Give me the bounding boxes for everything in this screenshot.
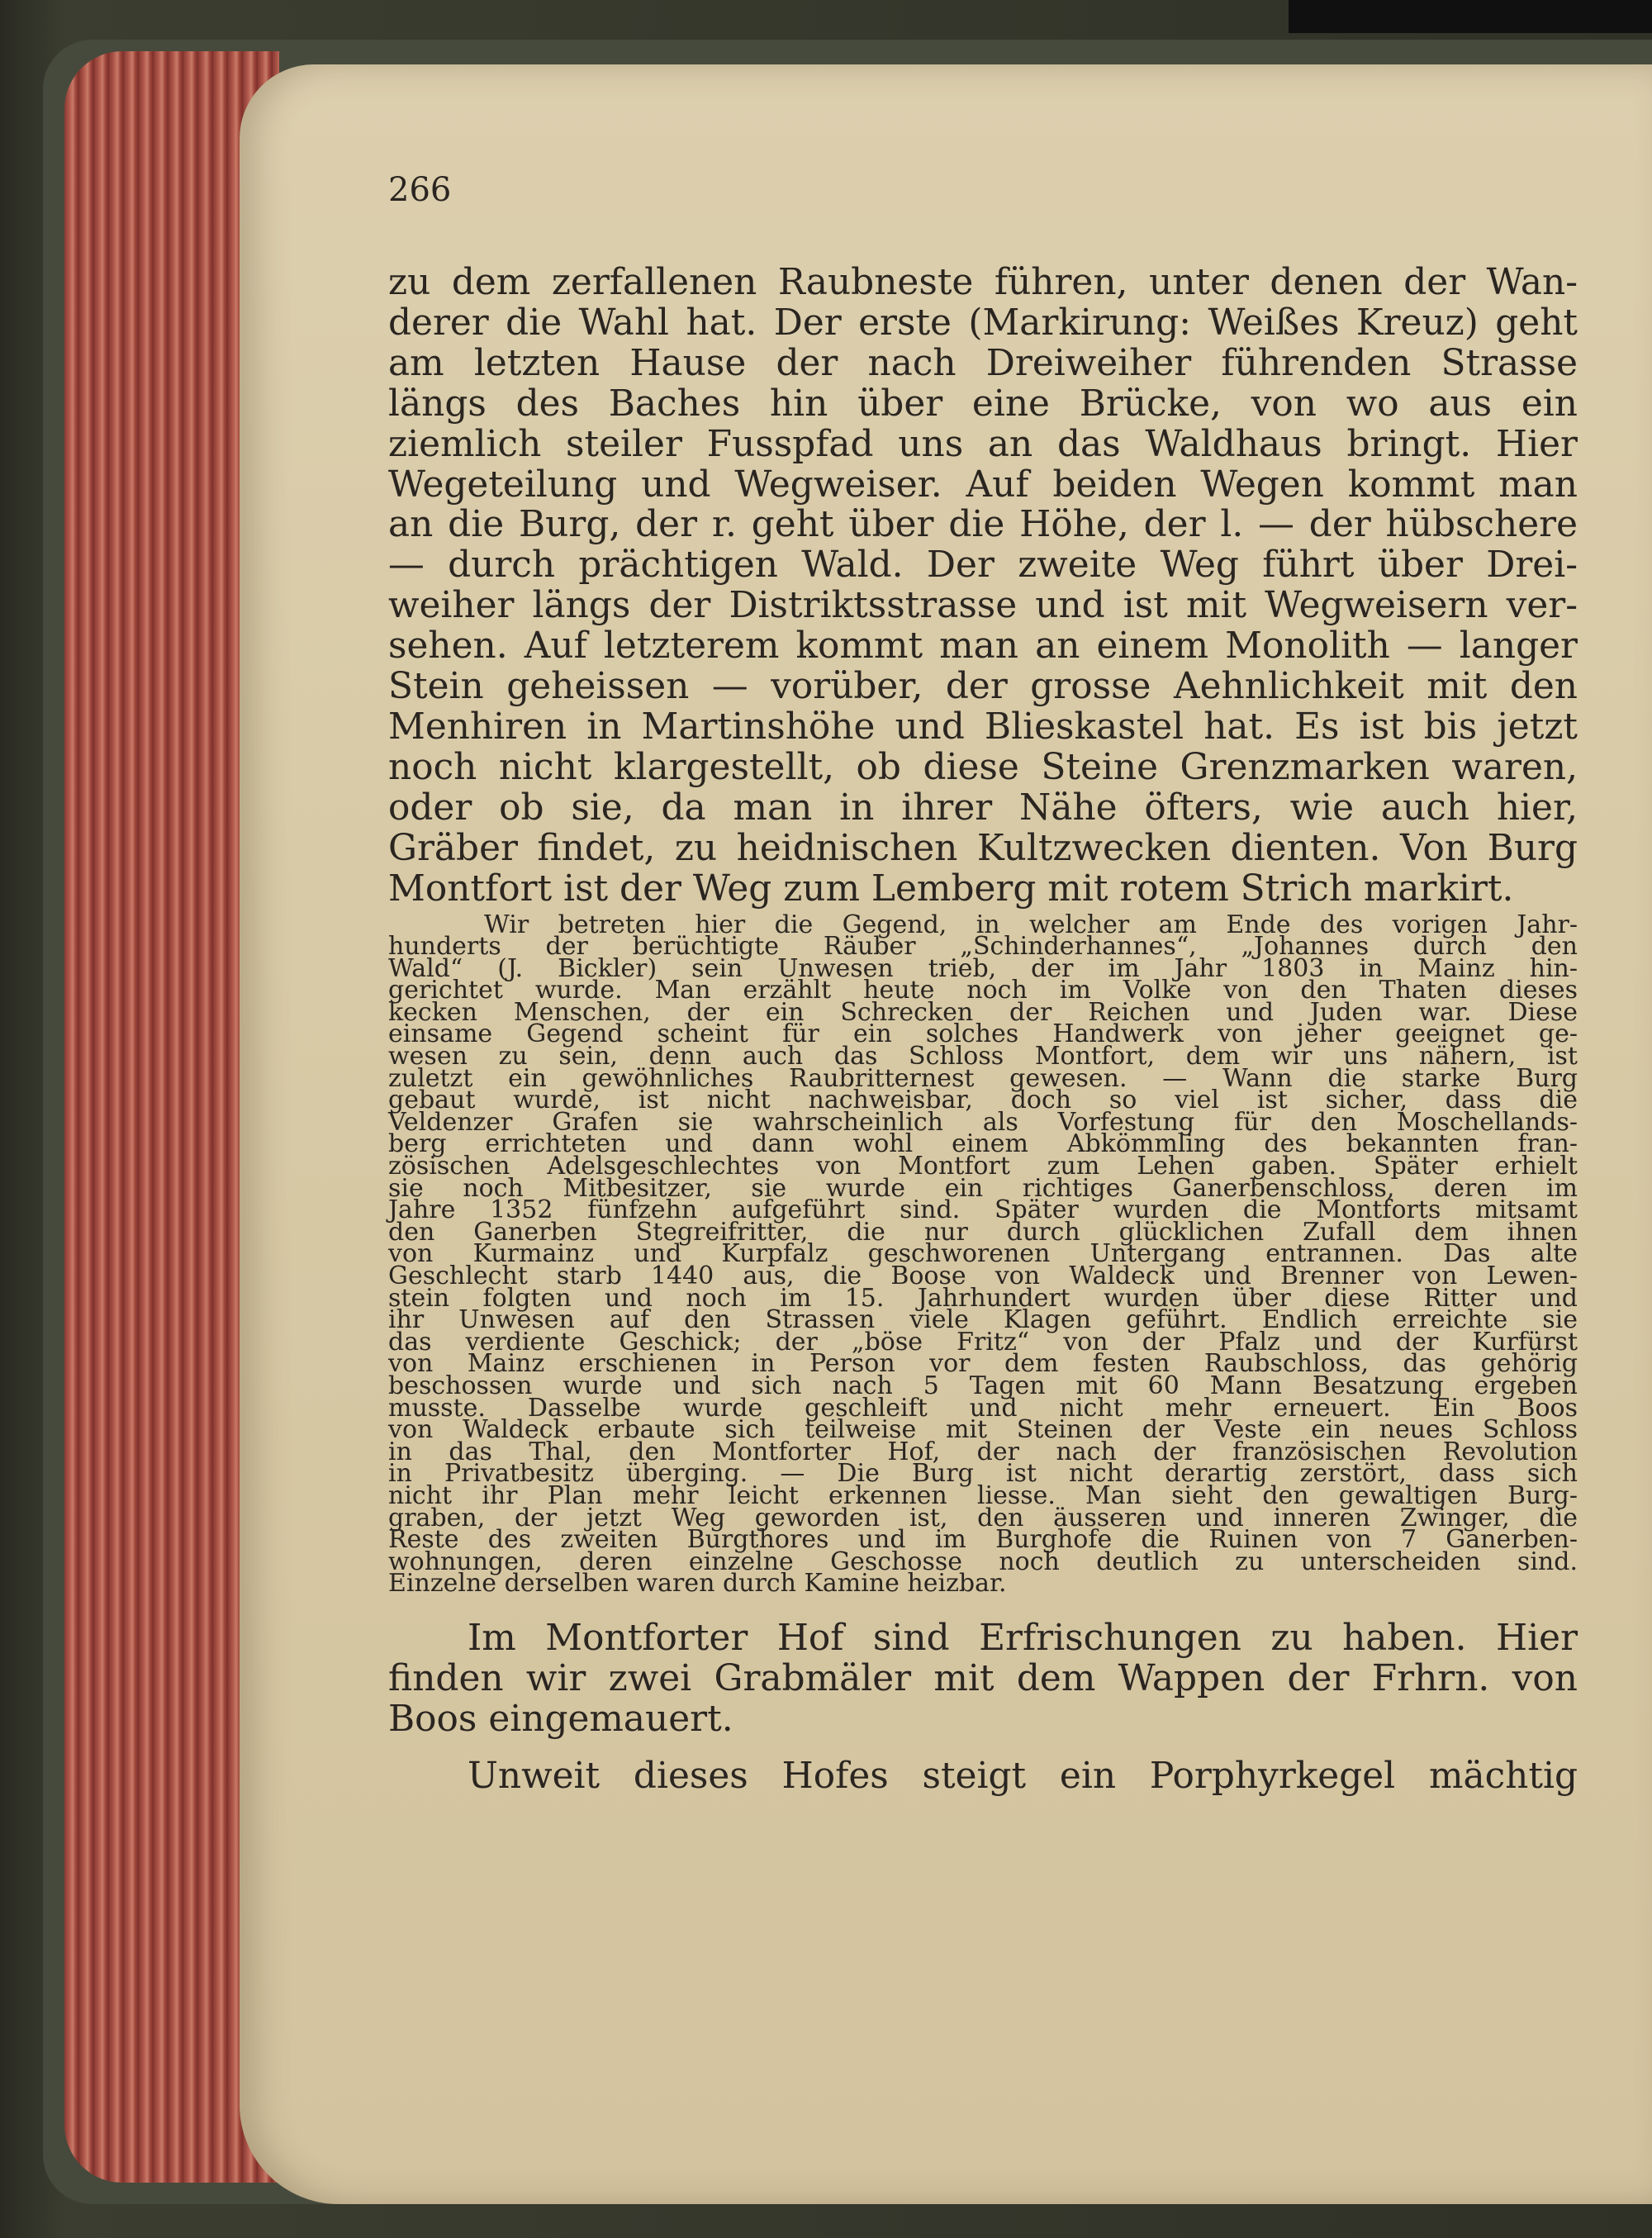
text-line: einsame Gegend scheint für ein solches Handwerk von jeher geeignet ge-	[388, 1019, 1578, 1049]
text-line: berg errichteten und dann wohl einem Abkömmling des bekannten fran-	[388, 1129, 1578, 1159]
text-line: beschossen wurde und sich nach 5 Tagen mit 60 Mann Besatzung ergeben	[388, 1371, 1578, 1400]
text-line: Unweit dieses Hofes steigt ein Porphyrkegel mächtig	[468, 1754, 1578, 1797]
text-line: Geschlecht starb 1440 aus, die Boose von Waldeck und Brenner von Lewen-	[388, 1262, 1578, 1290]
text-line: in das Thal, den Montforter Hof, der nach der französischen Revolution	[388, 1437, 1578, 1466]
top-shadow	[1289, 0, 1652, 33]
text-line: in Privatbesitz überging. — Die Burg ist nicht derartig zerstört, dass sich	[388, 1459, 1578, 1489]
text-line: Menhiren in Martinshöhe und Blieskastel hat. Es ist bis jetzt	[388, 705, 1578, 748]
text-line: sehen. Auf letzterem kommt man an einem Monolith — langer	[388, 625, 1578, 668]
text-line: längs des Baches hin über eine Brücke, von wo aus ein	[388, 382, 1578, 425]
text-line: graben, der jetzt Weg geworden ist, den äusseren und inneren Zwinger, die	[388, 1503, 1578, 1532]
text-line: von Mainz erschienen in Person vor dem festen Raubschloss, das gehörig	[388, 1349, 1578, 1379]
text-line: Im Montforter Hof sind Erfrischungen zu haben. Hier	[468, 1616, 1578, 1659]
text-line: Wir betreten hier die Gegend, in welcher am Ende des vorigen Jahr-	[484, 910, 1578, 939]
text-line: zösischen Adelsgeschlechtes von Montfort zum Lehen gaben. Später erhielt	[388, 1152, 1578, 1181]
text-line: Gräber findet, zu heidnischen Kultzwecken dienten. Von Burg	[388, 826, 1578, 869]
text-line: nicht ihr Plan mehr leicht erkennen liesse. Man sieht den gewaltigen Burg-	[388, 1480, 1578, 1510]
text-line: stein folgten und noch im 15. Jahrhundert wurden über diese Ritter und	[388, 1283, 1578, 1313]
text-line: zu dem zerfallenen Raubneste führen, unter denen der Wan-	[388, 261, 1578, 303]
paragraph-history-small-print	[388, 910, 1578, 1599]
text-line: — durch prächtigen Wald. Der zweite Weg führt über Drei-	[388, 544, 1578, 587]
text-line: von Waldeck erbaute sich teilweise mit Steinen der Veste ein neues Schloss	[388, 1415, 1578, 1445]
text-line: Einzelne derselben waren durch Kamine heizbar.	[388, 1569, 1007, 1599]
paragraph-porphyrkegel	[388, 1756, 1578, 1797]
text-line: finden wir zwei Grabmäler mit dem Wappen der Frhrn. von	[388, 1656, 1578, 1699]
text-line: von Kurmainz und Kurpfalz geschworenen Untergang entrannen. Das alte	[388, 1239, 1578, 1269]
text-line: gebaut wurde, ist nicht nachweisbar, doch so viel ist sicher, dass die	[388, 1086, 1578, 1115]
text-line: oder ob sie, da man in ihrer Nähe öfters, wie auch hier,	[388, 786, 1578, 829]
text-line: ziemlich steiler Fusspfad uns an das Waldhaus bringt. Hier	[388, 422, 1578, 465]
text-line: wohnungen, deren einzelne Geschosse noch deutlich zu unterscheiden sind.	[388, 1547, 1578, 1576]
text-line: am letzten Hause der nach Dreiweiher führenden Strasse	[388, 341, 1578, 384]
text-line: hunderts der berüchtigte Räuber „Schinderhannes“, „Johannes durch den	[388, 932, 1578, 962]
text-line: Stein geheissen — vorüber, der grosse Aehnlichkeit mit den	[388, 665, 1578, 708]
text-line: Montfort ist der Weg zum Lemberg mit rotem Strich markirt.	[388, 867, 1514, 910]
text-line: Wegeteilung und Wegweiser. Auf beiden Wegen kommt man	[388, 463, 1578, 506]
page-number: 266	[388, 171, 452, 209]
text-line: wesen zu sein, denn auch das Schloss Montfort, dem wir uns nähern, ist	[388, 1042, 1578, 1071]
text-line: derer die Wahl hat. Der erste (Markirung: Weißes Kreuz) geht	[388, 301, 1578, 344]
text-line: weiher längs der Distriktsstrasse und ist mit Wegweisern ver-	[388, 584, 1578, 627]
text-line: gerichtet wurde. Man erzählt heute noch im Volke von den Thaten dieses	[388, 976, 1578, 1005]
text-line: sie noch Mitbesitzer, sie wurde ein richtiges Ganerbenschloss, deren im	[388, 1173, 1578, 1203]
text-line: Wald“ (J. Bickler) sein Unwesen trieb, der im Jahr 1803 in Mainz hin-	[388, 953, 1578, 983]
page-content	[388, 173, 1578, 1797]
text-line: musste. Dasselbe wurde geschleift und nicht mehr erneuert. Ein Boos	[388, 1393, 1578, 1423]
text-line: noch nicht klargestellt, ob diese Steine Grenzmarken waren,	[388, 745, 1578, 788]
text-line: Reste des zweiten Burgthores und im Burghofe die Ruinen von 7 Ganerben-	[388, 1525, 1578, 1555]
paragraph-montforter-hof	[388, 1618, 1578, 1740]
text-line: ihr Unwesen auf den Strassen viele Klagen geführt. Endlich erreichte sie	[388, 1305, 1578, 1335]
text-line: zuletzt ein gewöhnliches Raubritternest gewesen. — Wann die starke Burg	[388, 1063, 1578, 1093]
text-line: an die Burg, der r. geht über die Höhe, der l. — der hübschere	[388, 503, 1578, 546]
text-line: Jahre 1352 fünfzehn aufgeführt sind. Später wurden die Montforts mitsamt	[388, 1195, 1578, 1225]
text-line: den Ganerben Stegreifritter, die nur durch glücklichen Zufall dem ihnen	[388, 1217, 1578, 1247]
text-line: kecken Menschen, der ein Schrecken der Reichen und Juden war. Diese	[388, 997, 1578, 1027]
text-line: Veldenzer Grafen sie wahrscheinlich als Vorfestung für den Moschellands-	[388, 1107, 1578, 1137]
text-line: Boos eingemauert.	[388, 1697, 733, 1740]
paragraph-route-description	[388, 263, 1578, 910]
text-line: das verdiente Geschick; der „böse Fritz“ von der Pfalz und der Kurfürst	[388, 1327, 1578, 1357]
